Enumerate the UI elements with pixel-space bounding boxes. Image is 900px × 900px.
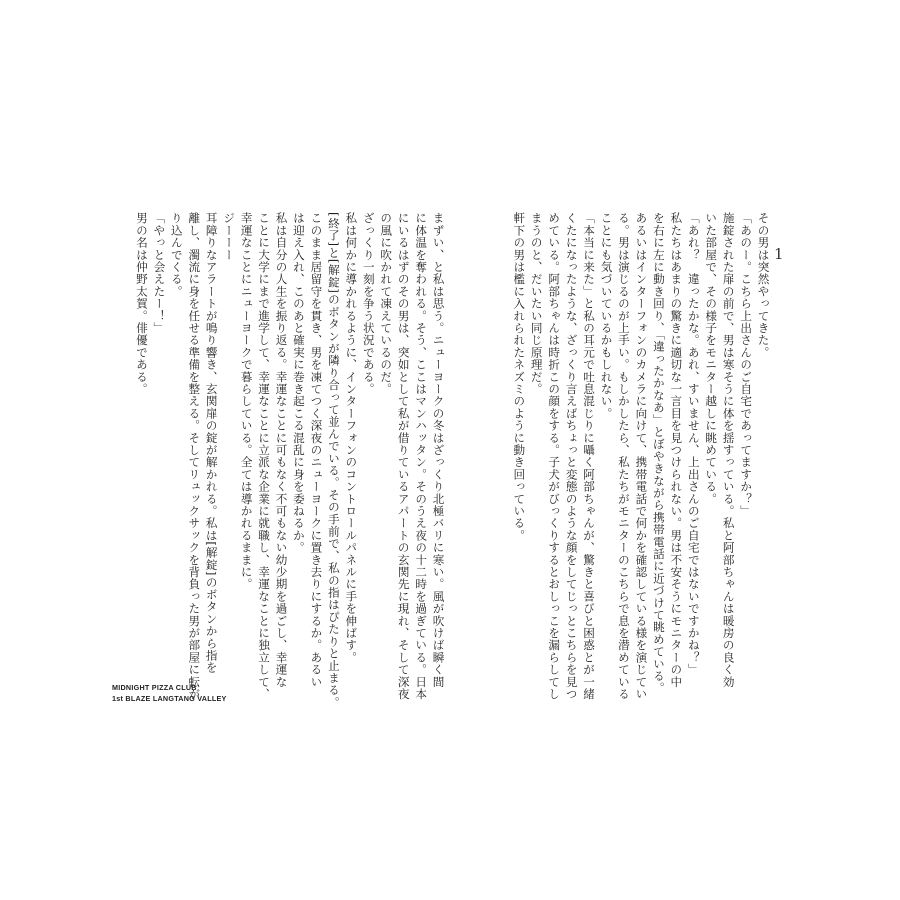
text-line: このまま居留守を貫き、男を凍てつく深夜のニューヨークに置き去りにするか。あるい: [309, 212, 324, 688]
text-line: ことに大学にまで進学して、幸運なことに立派な企業に就職し、幸運なことに独立して、: [257, 212, 272, 700]
text-line: その男は突然やってきた。: [756, 212, 771, 359]
text-line: 軒下の男は檻に入れられたネズミのように動き回っている。: [512, 212, 527, 542]
text-line: 私たちはあまりの驚きに適切な一言目を見つけられない。男は不安そうにモニターの中: [669, 212, 684, 688]
text-line: 男の名は仲野太賀。俳優である。: [134, 212, 149, 395]
text-line: まうのと、だいたい同じ原理だ。: [529, 212, 544, 395]
text-line: にいるはずのその男は、突如として私が借りているアパートの玄関先に現れ、そして深夜: [396, 212, 411, 700]
text-line: ジーーー: [222, 212, 237, 261]
text-line: る。男は演じるのが上手い。もしかしたら、私たちがモニターのこちらで息を潜めている: [616, 212, 631, 700]
chapter-number: 1: [774, 245, 784, 263]
text-line: 「やっと会えたー！」: [152, 212, 167, 334]
text-line: の風に吹かれて凍えているのだ。: [379, 212, 394, 395]
text-line: まずい、と私は思う。ニューヨークの冬はざっくり北極バリに寒い。風が吹けば瞬く間: [431, 212, 446, 688]
text-line: 私は自分の人生を振り返る。幸運なことに可もなく不可もない幼少期を過ごし、幸運な: [274, 212, 289, 688]
text-line: 「あれ？ 違ったかな。あれ、すいません、上出さんのご自宅ではないですかね？」: [686, 212, 701, 676]
text-line: 「本当に来た」と私の耳元で吐息混じりに囁く阿部ちゃんが、驚きと喜びと困惑とが一緒: [582, 212, 597, 700]
running-footer: [112, 682, 227, 704]
chapter-title: 1st BLAZE LANGTANG VALLEY: [112, 694, 227, 703]
text-line: 私は何かに導かれるように、インターフォンのコントロールパネルに手を伸ばす。: [344, 212, 359, 664]
text-line: めている。阿部ちゃんは時折この顔をする。子犬がびっくりするとおしっこを漏らしてし: [547, 212, 562, 700]
text-line: 施錠された扉の前で、男は寒そうに体を揺すっている。私と阿部ちゃんは暖房の良く効: [721, 212, 736, 688]
text-line: [終了]と[解錠]のボタンが隣り合って並んでいる。その手前で、私の指はぴたりと止まる。: [326, 212, 341, 709]
text-line: に体温を奪われる。そう、ここはマンハッタン。そのうえ夜の十二時を過ぎている。日本: [414, 212, 429, 700]
text-line: 離し、濁流に身を任せる準備を整える。そしてリュックサックを背負った男が部屋に転が: [187, 212, 202, 700]
text-line: り込んでくる。: [169, 212, 184, 298]
text-line: ことにも気づいているかもしれない。: [599, 212, 614, 420]
text-line: くたになったような、ざっくり言えばちょっと変態のような顔をしてじっとこちらを見つ: [564, 212, 579, 700]
text-line: 耳障りなアラートが鳴り響き、玄関扉の錠が解かれる。私は[解錠]のボタンから指を: [204, 212, 219, 674]
text-line: を右に左に動き回り、「違ったかなあ」とぼやきながら携帯電話に近づけて眺めている。: [651, 212, 666, 695]
text-line: 「あのー。こちら上出さんのご自宅であってますか？」: [739, 212, 754, 517]
text-line: いた部屋で、その様子をモニター越しに眺めている。: [704, 212, 719, 505]
book-title: MIDNIGHT PIZZA CLUB: [112, 683, 197, 692]
text-line: ざっくり一刻を争う状況である。: [361, 212, 376, 395]
text-line: 幸運なことにニューヨークで暮らしている。全ては導かれるままに。: [239, 212, 254, 591]
text-line: は迎え入れ、このあと確実に巻き起こる混乱に身を委ねるか。: [291, 212, 306, 554]
text-line: あるいはインターフォンのカメラに向けて、携帯電話で何かを確認している様を演じてい: [634, 212, 649, 700]
